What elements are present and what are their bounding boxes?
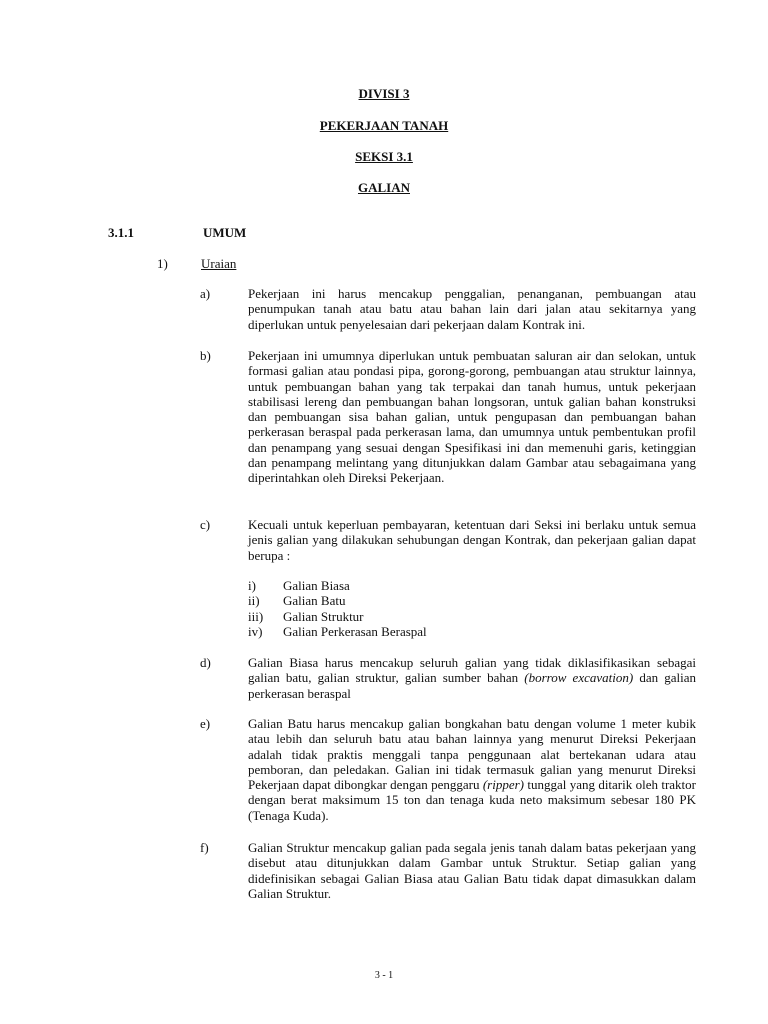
list-item-label: ii) [248,593,260,608]
item-text-d-part1: Galian Biasa harus mencakup seluruh galian yang tidak diklasifikasikan sebagai galian batu, galian struktur, galian sumber bahan [248,655,696,686]
section-title: UMUM [203,225,247,240]
item-text-d [248,655,696,701]
section-number: 3.1.1 [108,225,134,240]
item-text-e [248,716,696,823]
section-subtitle: GALIAN [357,180,410,195]
list-item-label: iii) [248,609,264,624]
item-text-b: Pekerjaan ini umumnya diperlukan untuk pembuatan saluran air dan selokan, untuk formasi galian atau pondasi pipa, gorong-gorong, pembuangan atau struktur lainnya, untuk pembuangan bahan yang tak terpakai dan tanah humus, untuk pekerjaan stabilisasi lereng dan pembuangan bahan longsoran, untuk galian bahan konstruksi dan pembuangan sisa bahan galian, untuk pengupasan dan pembuangan bahan perkerasan beraspal pada perkerasan lama, dan umumnya untuk pembentukan profil dan penampang yang sesuai dengan Spesifikasi ini dan memenuhi garis, ketinggian dan penampang melintang yang ditunjukkan dalam Gambar atau sebagaimana yang diperintahkan oleh Direksi Pekerjaan. [248,348,696,486]
item-text-d-part2: dan galian perkerasan beraspal [248,670,696,701]
list-item-text: Galian Batu [283,593,346,608]
division-title: PEKERJAAN TANAH [319,118,449,133]
list-item-text: Galian Biasa [283,578,350,593]
list-item-text: Galian Struktur [283,609,364,624]
item-label-c: c) [200,517,211,532]
item-text-e-italic: (ripper) [482,777,524,793]
item-text-e-part1: Galian Batu harus mencakup galian bongkahan batu dengan volume 1 meter kubik atau lebih dan seluruh batu atau bahan lainnya yang menurut Direksi Pekerjaan adalah tidak praktis menggali tanpa penggunaan alat bertekanan udara atau pemboran, dan peledakan. Galian ini tidak termasuk galian yang menurut Direksi Pekerjaan dapat dibongkar dengan penggaru [248,716,696,793]
item-text-d-italic: (borrow excavation) [524,670,634,686]
list-item-text: Galian Perkerasan Beraspal [283,624,427,639]
subsection-number: 1) [157,256,168,271]
page-number: 3 - 1 [374,970,394,981]
item-label-d: d) [200,655,211,670]
item-text-e-part2: tunggal yang ditarik oleh traktor dengan berat maksimum 15 ton dan tenaga kuda neto maksimum sebesar 180 PK (Tenaga Kuda). [248,777,696,823]
item-label-e: e) [200,716,211,731]
item-label-a: a) [200,286,211,301]
item-label-b: b) [200,348,211,363]
item-text-a: Pekerjaan ini harus mencakup penggalian, penanganan, pembuangan atau penumpukan tanah atau batu atau bahan lain dari jalan atau sekitarnya yang diperlukan untuk penyelesaian dari pekerjaan dalam Kontrak ini. [248,286,696,332]
subsection-title: Uraian [201,256,237,271]
list-item-label: i) [248,578,256,593]
item-label-f: f) [200,840,209,855]
division-heading: DIVISI 3 [358,86,410,101]
list-item-label: iv) [248,624,263,639]
section-heading: SEKSI 3.1 [355,149,413,164]
item-text-c: Kecuali untuk keperluan pembayaran, ketentuan dari Seksi ini berlaku untuk semua jenis galian yang dilakukan sehubungan dengan Kontrak, dan pekerjaan galian dapat berupa : [248,517,696,563]
item-text-f: Galian Struktur mencakup galian pada segala jenis tanah dalam batas pekerjaan yang disebut atau ditunjukkan dalam Gambar untuk Struktur. Setiap galian yang didefinisikan sebagai Galian Biasa atau Galian Batu tidak dapat dimasukkan dalam Galian Struktur. [248,840,696,901]
